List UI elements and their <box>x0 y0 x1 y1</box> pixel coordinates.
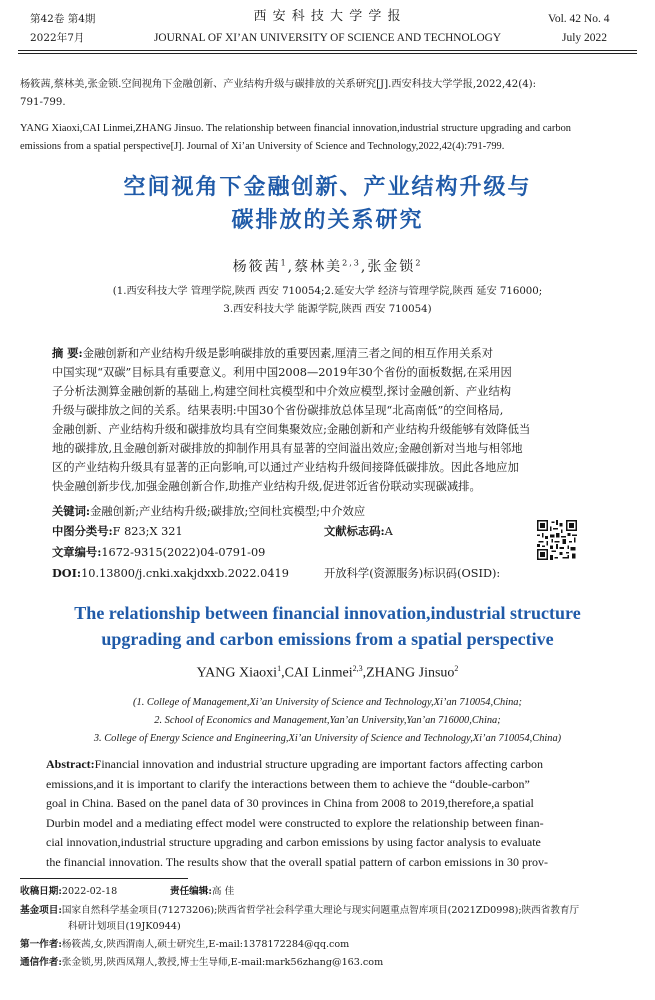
fund-project <box>20 903 630 919</box>
authors-en: YANG Xiaoxi$^1$,CAI Linmei$^{2,3}$,ZHANG Jinsuo$^2$ <box>196 664 459 681</box>
doi-value[interactable]: 10.13800/j.cnki.xakjdxxb.2022.0419 <box>81 567 289 580</box>
responsible-editor <box>170 884 234 900</box>
fund-label: 基金项目: <box>20 905 62 916</box>
fund-line1: 国家自然科学基金项目(71273206);陕西省哲学社会科学重大理论与现实问题重点智库项目(2021ZD0998);陕西省教育厅 <box>61 905 580 916</box>
abstract-en-line: emissions,and it is important to clarify the interactions between them to achieve the “double-carbon” <box>46 776 530 791</box>
author-zh-2: 蔡林美 <box>294 259 343 275</box>
citation-zh-line2: 791-799. <box>20 97 66 108</box>
doc-code-value: A <box>384 525 393 538</box>
abstract-en-line: the financial innovation. The results show that the overall spatial pattern of carbon emissions in 30 prov- <box>46 854 548 869</box>
author-zh-3-sup: 2 <box>415 258 423 268</box>
abstract-en-label: Abstract: <box>46 757 95 771</box>
osid-label: 开放科学(资源服务)标识码(OSID): <box>324 567 501 580</box>
header-rule-2 <box>18 53 637 54</box>
affiliation-zh-line2: 3.西安科技大学 能源学院,陕西 西安 710054) <box>223 304 432 315</box>
abstract-en-line: goal in China. Based on the panel data of 30 provinces in China from 2008 to 2019,therefore,a spatial <box>46 796 534 810</box>
abstract-zh-line: 金融创新和产业结构升级是影响碳排放的重要因素,厘清三者之间的相互作用关系对 <box>82 347 493 360</box>
journal-title-en: JOURNAL OF XI’AN UNIVERSITY OF SCIENCE AND TECHNOLOGY <box>154 32 501 44</box>
received-date <box>20 884 117 900</box>
title-en-line1: The relationship between financial innovation,industrial structure <box>74 603 581 623</box>
corr-author-value: 张金锁,男,陕西凤翔人,教授,博士生导师,E-mail:mark56zhang@163.com <box>61 957 384 968</box>
keywords-zh-label: 关键词: <box>52 504 91 518</box>
abstract-zh-line: 地的碳排放,且金融创新对碳排放的抑制作用具有显著的空间溢出效应;金融创新对当地与相邻地 <box>52 442 523 455</box>
author-zh-2-sup: 2,3 <box>342 258 361 268</box>
authors-zh: 杨筱茜$^1$,蔡林美$^{2,3}$,张金锁$^2$ <box>232 258 423 275</box>
abstract-en-line: Durbin model and a mediating effect model were constructed to explore the relationship between finan- <box>46 815 544 830</box>
keywords-zh-value: 金融创新;产业结构升级;碳排放;空间杜宾模型;中介效应 <box>90 505 366 518</box>
editor-value: 高 佳 <box>211 886 235 897</box>
doi <box>52 564 289 583</box>
clc-label: 中图分类号: <box>52 524 113 538</box>
citation-zh-line1: 杨筱茜,蔡林美,张金锁.空间视角下金融创新、产业结构升级与碳排放的关系研究[J].西安科技大学学报,2022,42(4): <box>20 79 537 90</box>
keywords-zh <box>52 502 604 521</box>
abstract-en-line: Financial innovation and industrial structure upgrading are important factors affecting carbon <box>94 757 543 771</box>
author-zh-1: 杨筱茜 <box>232 259 281 275</box>
abstract-zh-line: 金融创新、产业结构升级和碳排放均具有空间集聚效应;金融创新和产业结构升级能够有效降低当 <box>52 423 531 436</box>
abstract-en-line: cial innovation,industrial structure upgrading and carbon emissions by using factor analysis to evaluate <box>46 835 541 849</box>
editor-label: 责任编辑: <box>170 886 212 897</box>
clc-number <box>52 522 183 541</box>
author-en-3-sup: 2 <box>454 664 459 673</box>
abstract-zh-line: 升级与碳排放之间的关系。结果表明:中国30个省份碳排放总体呈现“北高南低”的空间格局, <box>52 404 504 417</box>
author-en-3: ZHANG Jinsuo <box>366 665 455 681</box>
author-en-2-sup: 2,3 <box>352 664 363 673</box>
author-zh-1-sup: 1 <box>280 258 288 268</box>
article-number <box>52 543 265 562</box>
corresponding-author <box>20 955 383 971</box>
abstract-zh-line: 区的产业结构升级具有显著的正向影响,可以通过产业结构升级间接降低碳排放。因此各地应加 <box>52 461 519 474</box>
fund-line2: 科研计划项目(19JK0944) <box>68 921 181 932</box>
affiliation-en-line2: 2. School of Economics and Management,Yan’an University,Yan’an 716000,China; <box>154 715 501 726</box>
corr-author-label: 通信作者: <box>20 957 62 968</box>
date-zh: 2022年7月 <box>30 32 85 44</box>
first-author <box>20 937 349 953</box>
article-number-value: 1672-9315(2022)04-0791-09 <box>101 546 266 559</box>
received-value: 2022-02-18 <box>61 886 118 897</box>
doi-label: DOI: <box>52 566 82 580</box>
abstract-zh-label: 摘 要: <box>52 346 83 360</box>
title-en-line2: upgrading and carbon emissions from a spatial perspective <box>101 629 554 649</box>
abstract-zh-line: 子分析法测算金融创新的基础上,构建空间杜宾模型和中介效应模型,探讨金融创新、产业结构 <box>52 385 512 398</box>
received-label: 收稿日期: <box>20 886 62 897</box>
first-author-label: 第一作者: <box>20 939 62 950</box>
abstract-zh-line: 中国实现“双碳”目标具有重要意义。利用中国2008—2019年30个省份的面板数据,在采用因 <box>52 366 512 379</box>
footnote-rule <box>20 878 188 879</box>
abstract-en <box>46 755 608 872</box>
abstract-zh-line: 快金融创新步伐,加强金融创新合作,助推产业结构升级,促进邻近省份联动实现碳减排。 <box>52 480 481 493</box>
volume-issue-en: Vol. 42 No. 4 <box>548 13 610 25</box>
title-zh-line1: 空间视角下金融创新、产业结构升级与 <box>123 175 532 200</box>
first-author-value: 杨筱茜,女,陕西渭南人,硕士研究生,E-mail:1378172284@qq.com <box>61 939 350 950</box>
citation-en-line1: YANG Xiaoxi,CAI Linmei,ZHANG Jinsuo. The relationship between financial innovation,industrial structure upgrading and carbon <box>20 123 571 134</box>
qr-code-icon[interactable] <box>537 520 577 560</box>
journal-title-zh: 西 安 科 技 大 学 学 报 <box>253 9 402 24</box>
affiliation-en-line1: (1. College of Management,Xi’an University of Science and Technology,Xi’an 710054,China; <box>133 697 522 708</box>
abstract-zh <box>52 344 604 496</box>
title-zh-line2: 碳排放的关系研究 <box>231 208 424 233</box>
doc-code-label: 文献标志码: <box>324 524 385 538</box>
volume-issue-zh: 第42卷 第4期 <box>30 13 96 25</box>
document-code <box>324 522 393 541</box>
clc-value: F 823;X 321 <box>112 525 183 538</box>
author-en-1-sup: 1 <box>277 664 282 673</box>
header-rule <box>18 50 637 51</box>
article-number-label: 文章编号: <box>52 545 102 559</box>
author-en-1: YANG Xiaoxi <box>196 665 278 681</box>
affiliation-en-line3: 3. College of Energy Science and Engineering,Xi’an University of Science and Technology,Xi’an 710054,China) <box>93 733 562 744</box>
author-zh-3: 张金锁 <box>367 259 416 275</box>
citation-en-line2: emissions from a spatial perspective[J]. Journal of Xi’an University of Science and Technology,2022,42(4):791-799. <box>20 141 505 152</box>
affiliation-zh-line1: (1.西安科技大学 管理学院,陕西 西安 710054;2.延安大学 经济与管理学院,陕西 延安 716000; <box>112 286 543 297</box>
author-en-2: CAI Linmei <box>284 665 353 681</box>
date-en: July 2022 <box>562 32 608 44</box>
